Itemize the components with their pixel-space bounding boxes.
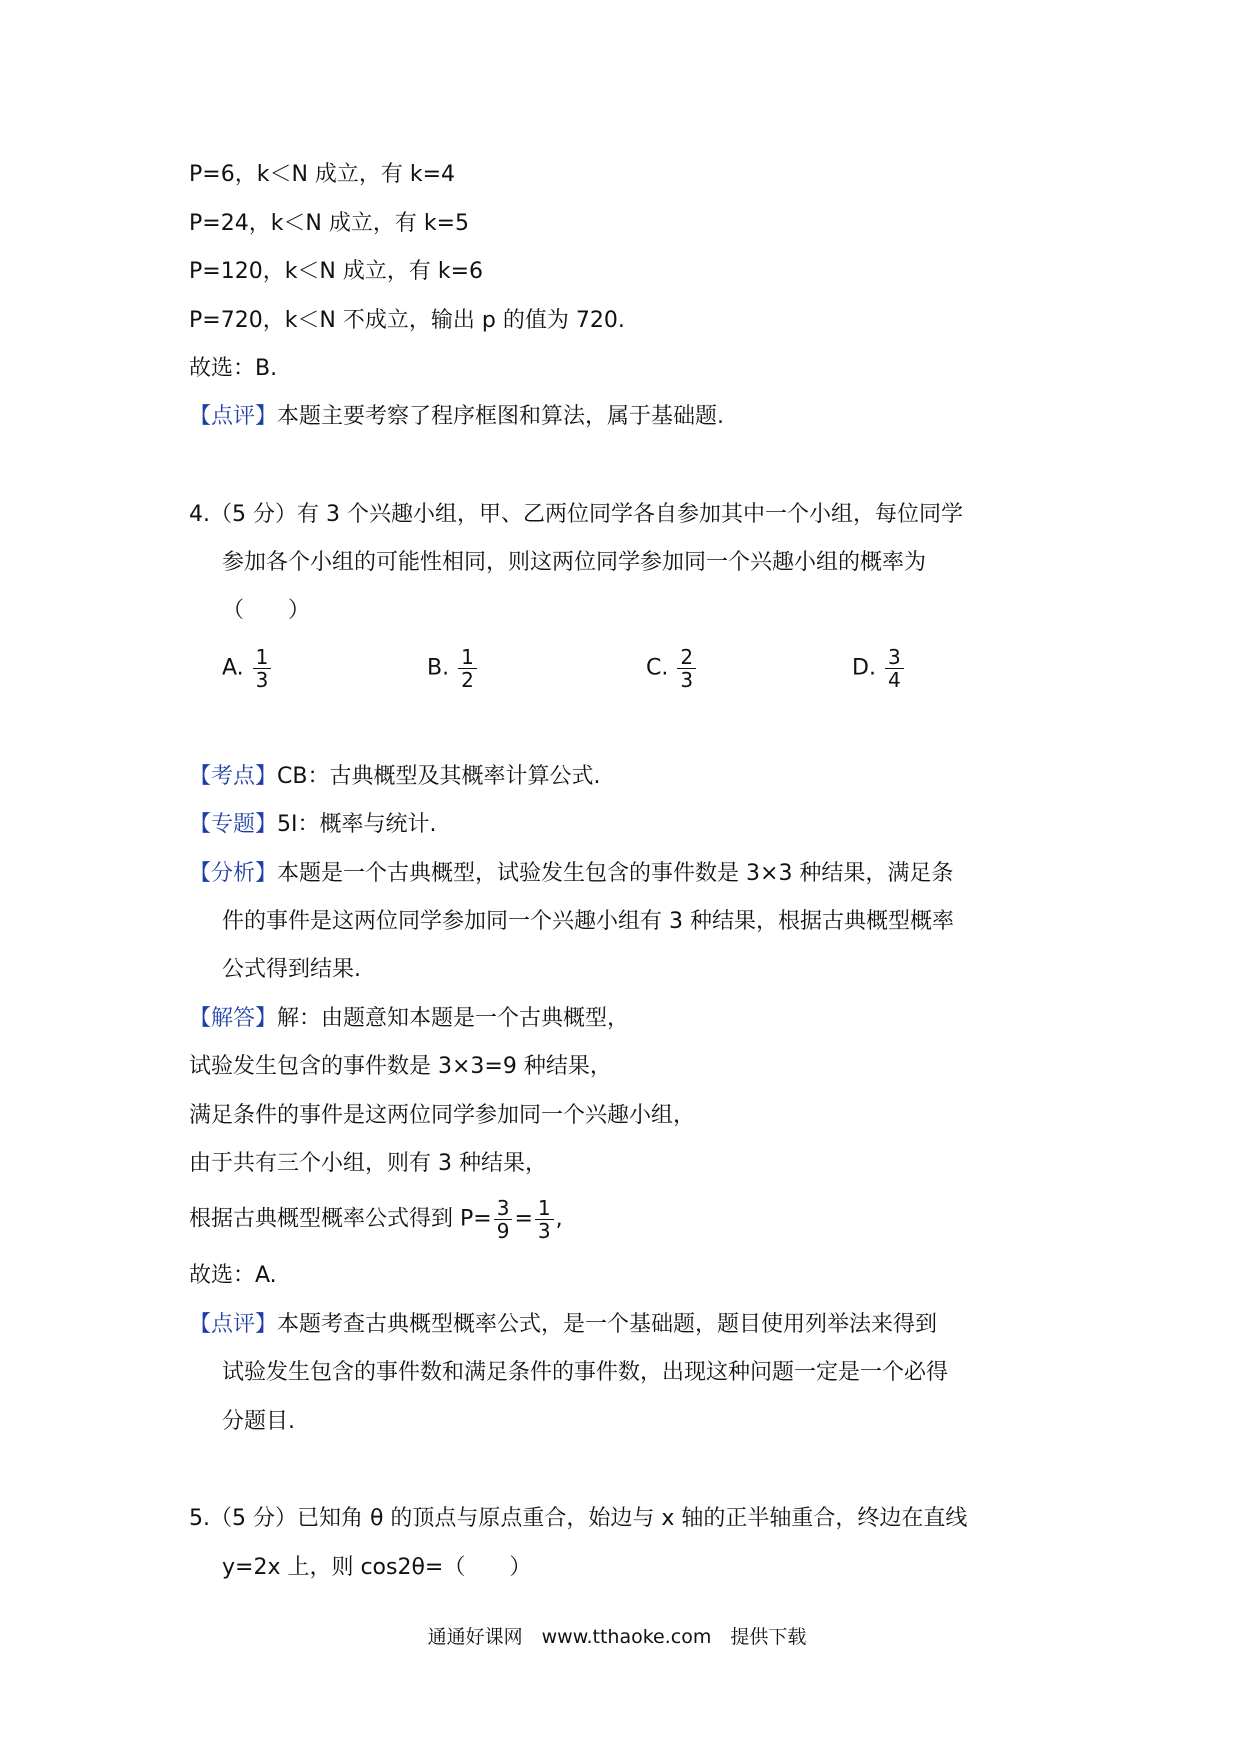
option-d: [852, 646, 906, 691]
fenxi: [189, 859, 953, 889]
option-b: [427, 646, 479, 691]
fenxi-line1: 本题是一个古典概型，试验发生包含的事件数是 3×3 种结果，满足条: [277, 861, 954, 886]
question-4-line3: （ ）: [222, 598, 311, 623]
option-c: [646, 646, 698, 691]
option-label: D.: [852, 655, 876, 681]
fraction-3-9: $\frac{3}{9}$: [494, 1197, 513, 1242]
jieda-line2: 试验发生包含的事件数是 3×3=9 种结果，: [189, 1054, 612, 1079]
fraction-1-3: $\frac{1}{3}$: [535, 1197, 554, 1242]
question-4-line1: 4.（5 分）有 3 个兴趣小组，甲、乙两位同学各自参加其中一个小组，每位同学: [189, 502, 963, 527]
jieda: [189, 1004, 629, 1034]
zhuanti: [189, 810, 437, 840]
kaodian-text: CB：古典概型及其概率计算公式.: [277, 764, 601, 789]
kaodian-tag: 【考点】: [189, 764, 278, 789]
review-q4-line1: 本题考查古典概型概率公式，是一个基础题，题目使用列举法来得到: [277, 1312, 938, 1337]
kaodian: [189, 762, 600, 792]
line-p720: P=720，k＜N 不成立，输出 p 的值为 720.: [189, 308, 625, 333]
review-text: 本题主要考察了程序框图和算法，属于基础题.: [277, 404, 725, 429]
review-q4-line2: 试验发生包含的事件数和满足条件的事件数，出现这种问题一定是一个必得: [222, 1360, 949, 1385]
option-fraction: $\frac{1}{2}$: [458, 646, 477, 691]
review-q4-line3: 分题目.: [222, 1409, 295, 1434]
option-label: B.: [427, 655, 450, 681]
option-label: A.: [222, 655, 244, 681]
option-a: [222, 646, 273, 691]
review-q3: [189, 402, 724, 432]
option-fraction: $\frac{3}{4}$: [885, 646, 904, 691]
option-fraction: $\frac{1}{3}$: [253, 646, 272, 691]
jieda-line5: [189, 1197, 563, 1242]
option-fraction: $\frac{2}{3}$: [677, 646, 696, 691]
jieda-line4: 由于共有三个小组，则有 3 种结果，: [189, 1151, 547, 1176]
option-label: C.: [646, 655, 669, 681]
line-p6: P=6，k＜N 成立，有 k=4: [189, 162, 456, 187]
zhuanti-text: 5I：概率与统计.: [277, 812, 437, 837]
question-5-line2: y=2x 上，则 cos2θ=（ ）: [222, 1555, 532, 1580]
page-footer: 通通好课网 www.tthaoke.com 提供下载: [427, 1626, 807, 1648]
fenxi-line2: 件的事件是这两位同学参加同一个兴趣小组有 3 种结果，根据古典概型概率: [222, 909, 954, 934]
question-4-line2: 参加各个小组的可能性相同，则这两位同学参加同一个兴趣小组的概率为: [222, 550, 927, 575]
review-q4-tag: 【点评】: [189, 1312, 278, 1337]
answer-q4: 故选：A.: [189, 1263, 277, 1288]
formula-suffix: ,: [555, 1206, 563, 1232]
line-p24: P=24，k＜N 成立，有 k=5: [189, 211, 470, 236]
zhuanti-tag: 【专题】: [189, 812, 278, 837]
formula-prefix: 根据古典概型概率公式得到 P=: [189, 1206, 492, 1232]
jieda-line3: 满足条件的事件是这两位同学参加同一个兴趣小组，: [189, 1103, 696, 1128]
review-tag: 【点评】: [189, 404, 278, 429]
jieda-tag: 【解答】: [189, 1006, 278, 1031]
fenxi-line3: 公式得到结果.: [222, 957, 361, 982]
review-q4: [189, 1310, 937, 1340]
question-5-line1: 5.（5 分）已知角 θ 的顶点与原点重合，始边与 x 轴的正半轴重合，终边在直线: [189, 1506, 968, 1531]
line-p120: P=120，k＜N 成立，有 k=6: [189, 259, 484, 284]
answer-q3: 故选：B.: [189, 356, 278, 381]
jieda-line1: 解：由题意知本题是一个古典概型，: [277, 1006, 630, 1031]
equals-sign: =: [514, 1206, 533, 1232]
fenxi-tag: 【分析】: [189, 861, 278, 886]
